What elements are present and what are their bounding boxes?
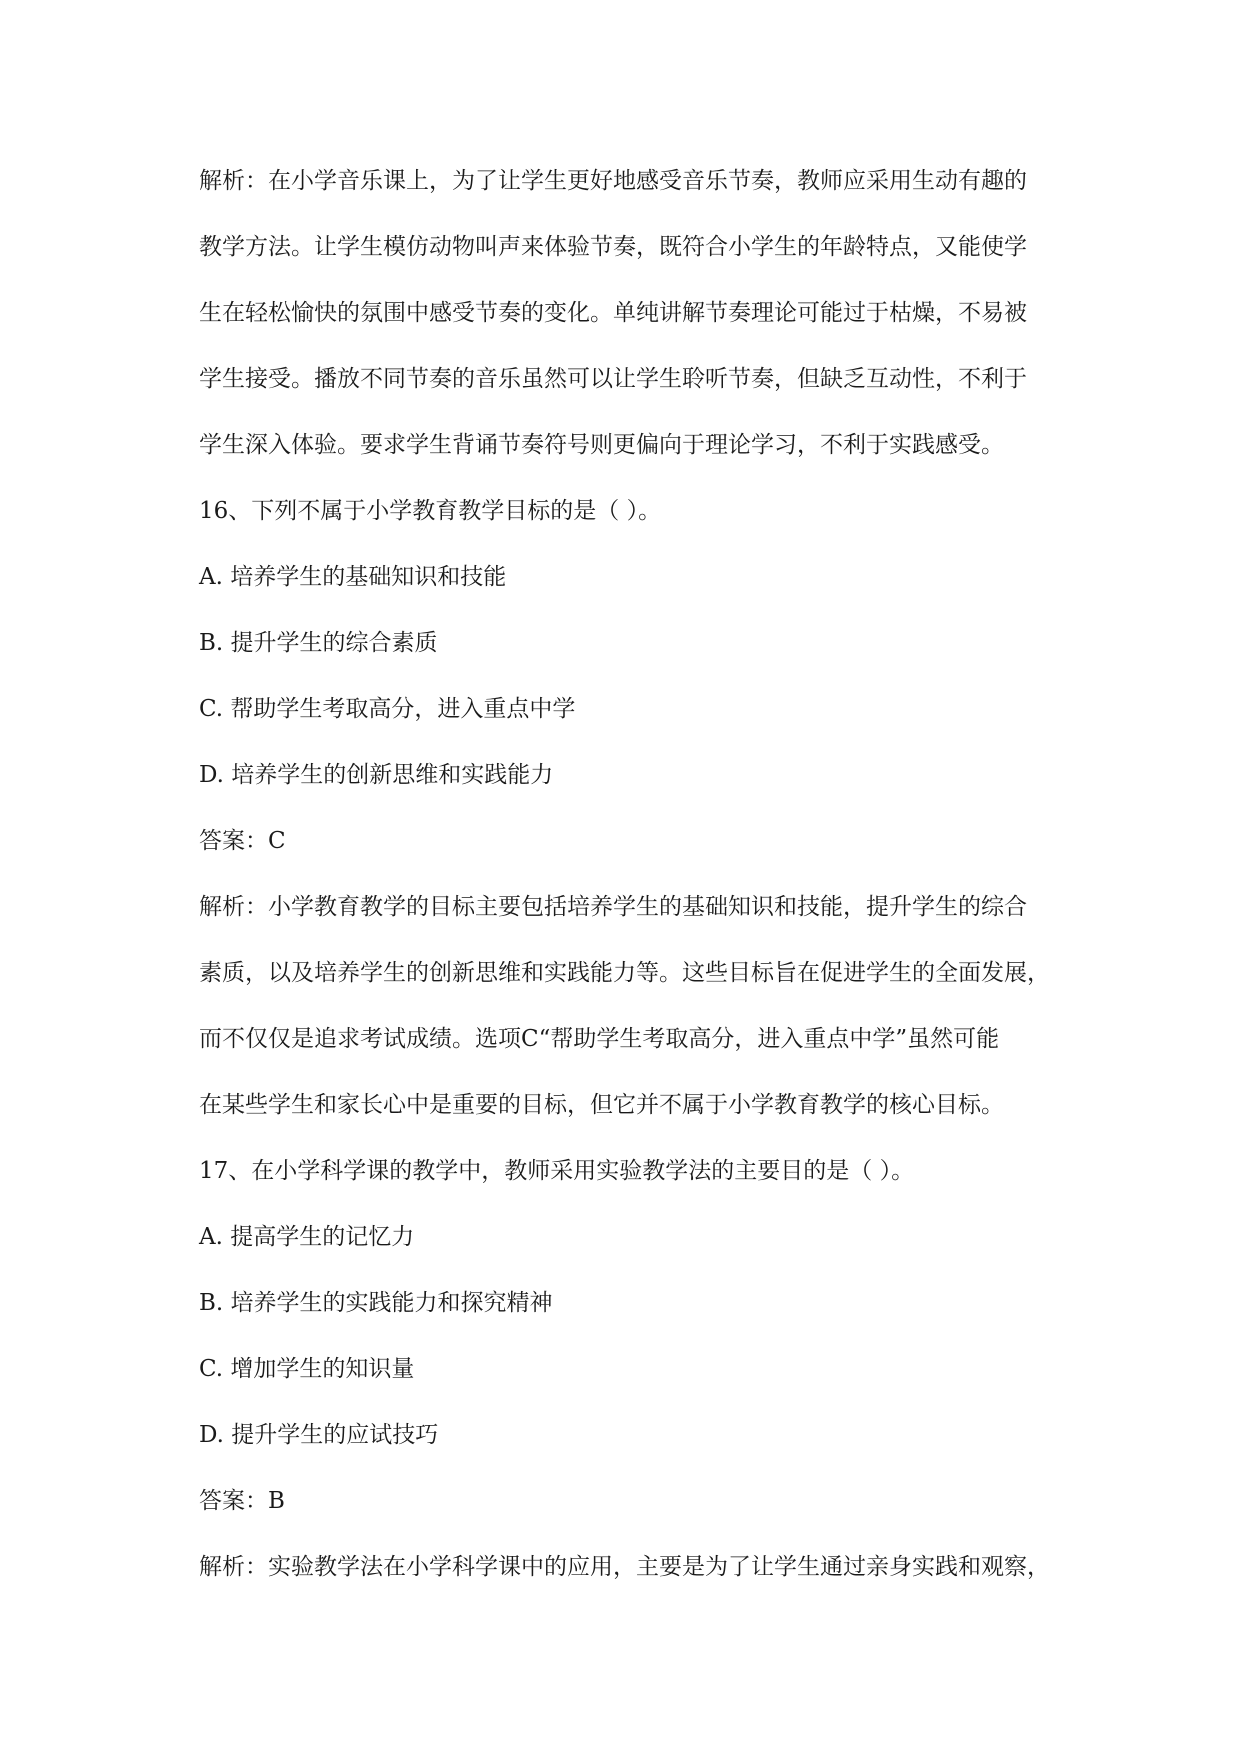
q16-question: 16、下列不属于小学教育教学目标的是（ ）。 — [199, 498, 662, 524]
q16-option-d: D. 培养学生的创新思维和实践能力 — [199, 762, 554, 788]
q15-analysis-line-3: 生在轻松愉快的氛围中感受节奏的变化。单纯讲解节奏理论可能过于枯燥，不易被 — [199, 300, 1027, 326]
q15-analysis-line-1: 解析：在小学音乐课上，为了让学生更好地感受音乐节奏，教师应采用生动有趣的 — [199, 168, 1027, 194]
q16-option-b: B. 提升学生的综合素质 — [199, 630, 438, 656]
q16-analysis-line-3: 而不仅仅是追求考试成绩。选项C“帮助学生考取高分，进入重点中学”虽然可能 — [199, 1026, 1000, 1052]
q17-analysis-line-1: 解析：实验教学法在小学科学课中的应用，主要是为了让学生通过亲身实践和观察， — [199, 1554, 1050, 1580]
question-16 — [199, 478, 1083, 1138]
q16-analysis-line-2: 素质，以及培养学生的创新思维和实践能力等。这些目标旨在促进学生的全面发展， — [199, 960, 1050, 986]
q15-analysis-line-4: 学生接受。播放不同节奏的音乐虽然可以让学生聆听节奏，但缺乏互动性，不利于 — [199, 366, 1027, 392]
q17-answer: 答案：B — [199, 1488, 285, 1514]
q16-analysis-line-4: 在某些学生和家长心中是重要的目标，但它并不属于小学教育教学的核心目标。 — [199, 1092, 1004, 1118]
document-body — [199, 148, 1083, 1600]
question-17 — [199, 1138, 1083, 1600]
q16-option-a: A. 培养学生的基础知识和技能 — [199, 564, 507, 590]
q17-option-c: C. 增加学生的知识量 — [199, 1356, 415, 1382]
q16-answer: 答案：C — [199, 828, 286, 854]
q15-analysis — [199, 148, 1083, 478]
q16-analysis-line-1: 解析：小学教育教学的目标主要包括培养学生的基础知识和技能，提升学生的综合 — [199, 894, 1027, 920]
q17-option-d: D. 提升学生的应试技巧 — [199, 1422, 439, 1448]
q17-option-b: B. 培养学生的实践能力和探究精神 — [199, 1290, 553, 1316]
q15-analysis-line-2: 教学方法。让学生模仿动物叫声来体验节奏，既符合小学生的年龄特点，又能使学 — [199, 234, 1027, 260]
q16-option-c: C. 帮助学生考取高分，进入重点中学 — [199, 696, 576, 722]
q17-question: 17、在小学科学课的教学中，教师采用实验教学法的主要目的是（ ）。 — [199, 1158, 915, 1184]
q17-option-a: A. 提高学生的记忆力 — [199, 1224, 415, 1250]
q15-analysis-line-5: 学生深入体验。要求学生背诵节奏符号则更偏向于理论学习，不利于实践感受。 — [199, 432, 1004, 458]
